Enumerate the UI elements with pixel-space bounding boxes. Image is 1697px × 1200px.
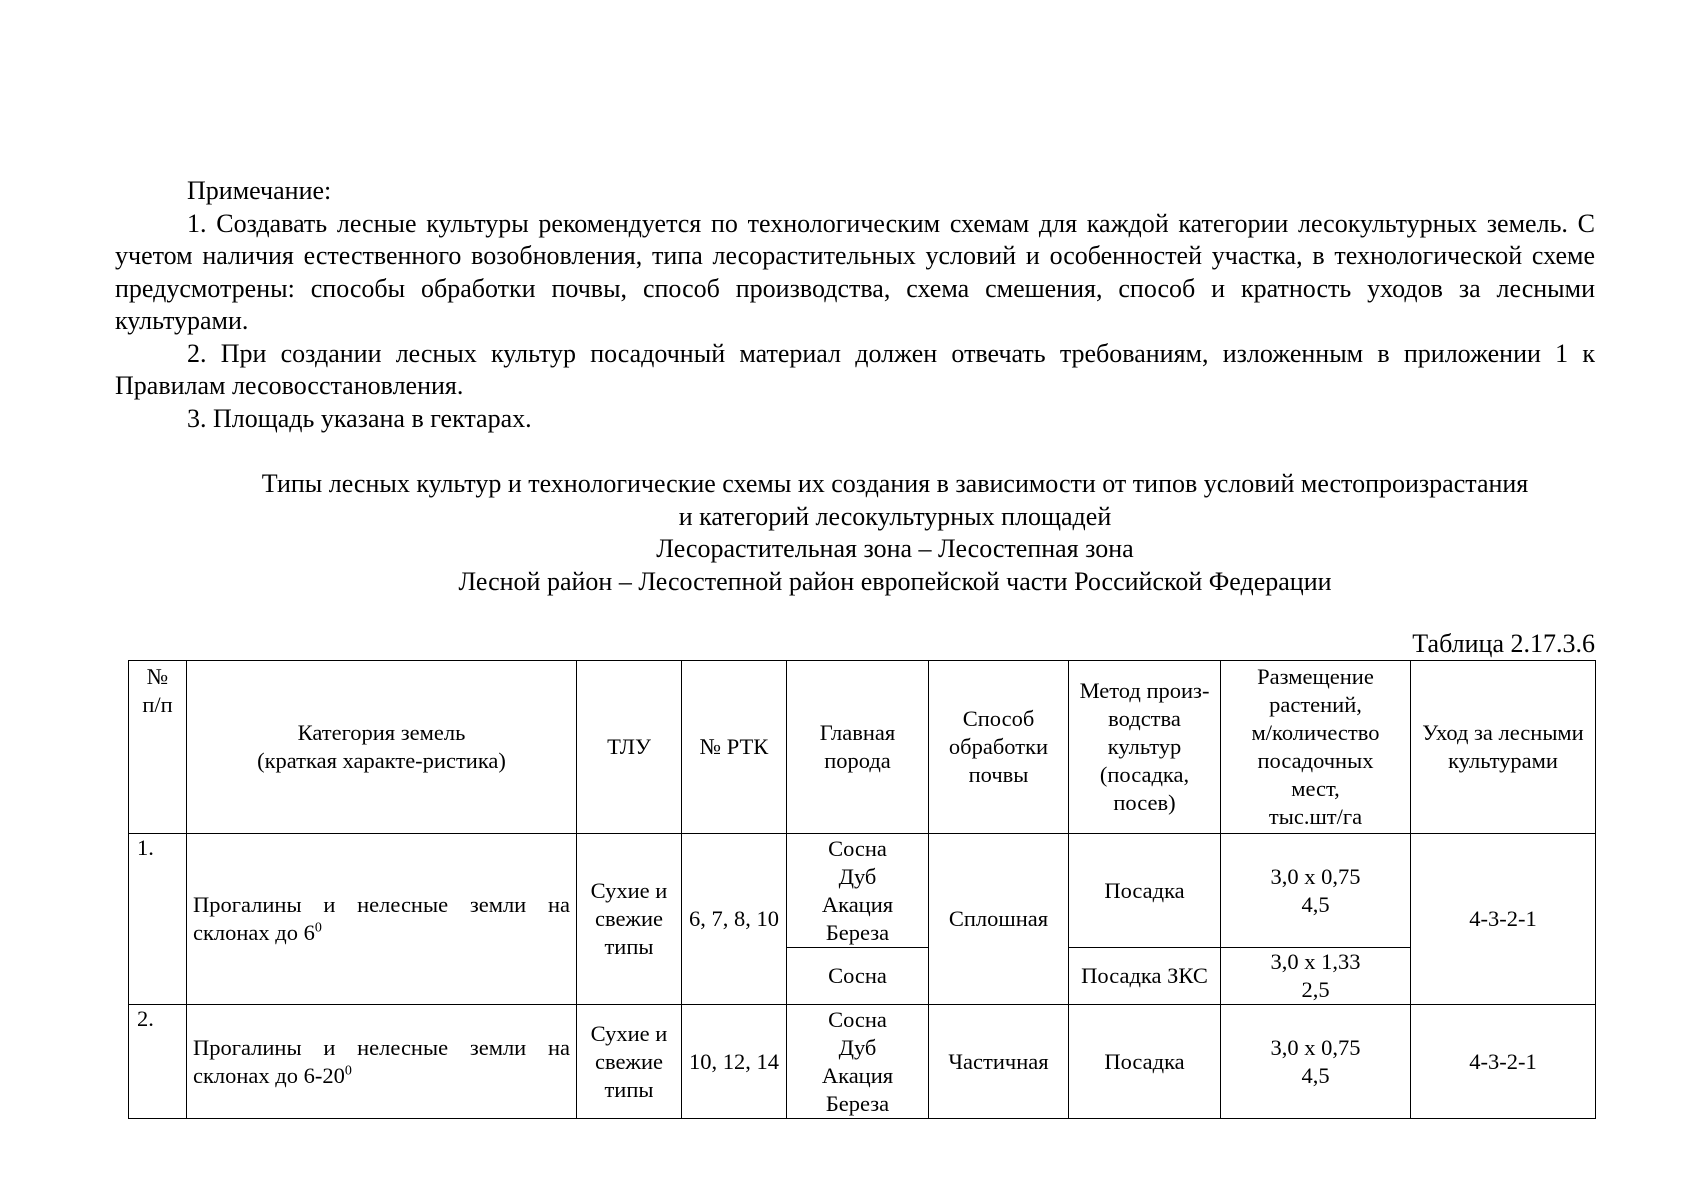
row-2-method: Посадка xyxy=(1069,1005,1221,1119)
header-placement-line: мест, xyxy=(1291,776,1340,801)
placement-line: 3,0 х 0,75 xyxy=(1270,863,1361,889)
row-2-category xyxy=(187,1005,577,1119)
placement-line: 4,5 xyxy=(1301,1062,1330,1088)
forest-cultures-table xyxy=(128,660,1596,1119)
header-species-line: Главная xyxy=(819,720,896,745)
header-category-line: (краткая характе-ристика) xyxy=(257,748,506,773)
row-2-soil: Частичная xyxy=(929,1005,1069,1119)
header-placement-line: Размещение xyxy=(1257,664,1374,689)
row-1-tlu-line: Сухие и xyxy=(590,878,668,903)
note-item-2: 2. При создании лесных культур посадочный материал должен отвечать требованиям, изложенным в приложении 1 к Правилам лесовосстановления. xyxy=(115,338,1595,400)
header-species-line: порода xyxy=(824,748,891,773)
placement-line: 2,5 xyxy=(1301,977,1330,1002)
header-soil-line: почвы xyxy=(968,762,1029,787)
species-item: Акация xyxy=(821,891,894,917)
header-soil xyxy=(929,661,1069,834)
header-method-line: (посадка, xyxy=(1099,762,1190,787)
species-item: Акация xyxy=(821,1062,894,1088)
header-care-line: Уход за лесными xyxy=(1422,720,1584,745)
row-2-category-text: Прогалины и нелесные земли на склонах до 6-20 xyxy=(193,1034,570,1088)
row-2-care: 4-3-2-1 xyxy=(1411,1005,1596,1119)
row-1-category-text: Прогалины и нелесные земли на склонах до 6 xyxy=(193,892,570,945)
notes-section xyxy=(115,175,1595,435)
header-care-line: культурами xyxy=(1448,748,1558,773)
row-2-tlu-line: свежие xyxy=(594,1048,664,1074)
note-item-1: 1. Создавать лесные культуры рекомендуется по технологическим схемам для каждой категории лесокультурных земель. С учетом наличия естественного возобновления, типа лесорастительных условий и особенностей участка, в технологической схеме предусмотрены: способы обработки почвы, способ производства, схема смешения, способ и кратность уходов за лесными культурами. xyxy=(115,208,1595,335)
row-1-care: 4-3-2-1 xyxy=(1411,834,1596,1005)
header-placement-line: тыс.шт/га xyxy=(1268,804,1363,829)
row-1-method-b: Посадка ЗКС xyxy=(1069,948,1221,1005)
row-1-species-a xyxy=(787,834,929,948)
row-1-category-sup: 0 xyxy=(314,920,322,936)
row-1-tlu xyxy=(577,834,682,1005)
table-heading xyxy=(195,468,1595,598)
row-1-placement-b xyxy=(1221,948,1411,1005)
heading-line-3: Лесорастительная зона – Лесостепная зона xyxy=(656,534,1134,563)
table-row xyxy=(129,834,1596,948)
table-number: Таблица 2.17.3.6 xyxy=(1412,629,1595,658)
row-2-rtk: 10, 12, 14 xyxy=(682,1005,787,1119)
species-item: Дуб xyxy=(838,1034,877,1060)
header-method-line: посев) xyxy=(1113,790,1176,815)
header-method xyxy=(1069,661,1221,834)
row-1-placement-a xyxy=(1221,834,1411,948)
header-category-line: Категория земель xyxy=(297,720,466,745)
row-2-placement xyxy=(1221,1005,1411,1119)
header-care xyxy=(1411,661,1596,834)
row-2-tlu xyxy=(577,1005,682,1119)
header-num-line: п/п xyxy=(142,692,173,717)
placement-line: 3,0 х 1,33 xyxy=(1270,949,1361,974)
row-2-category-sup: 0 xyxy=(344,1063,352,1078)
header-soil-line: Способ xyxy=(962,706,1035,731)
table-row xyxy=(129,1005,1596,1119)
row-1-category xyxy=(187,834,577,1005)
header-num xyxy=(129,661,187,834)
header-rtk: № РТК xyxy=(682,661,787,834)
header-placement-line: посадочных xyxy=(1257,748,1374,773)
species-item: Дуб xyxy=(838,863,877,889)
species-item: Сосна xyxy=(828,835,887,861)
row-1-tlu-line: типы xyxy=(604,934,654,959)
header-soil-line: обработки xyxy=(948,734,1049,759)
species-item: Береза xyxy=(825,919,890,945)
header-num-line: № xyxy=(146,664,169,689)
header-tlu: ТЛУ xyxy=(577,661,682,834)
header-placement-line: м/количество xyxy=(1251,720,1380,745)
table-header-row xyxy=(129,661,1596,834)
header-placement-line: растений, xyxy=(1269,692,1362,717)
placement-line: 4,5 xyxy=(1301,891,1330,917)
row-2-tlu-line: Сухие и xyxy=(590,1020,668,1046)
row-1-soil: Сплошная xyxy=(929,834,1069,1005)
header-method-line: Метод произ- xyxy=(1079,678,1210,703)
header-method-line: культур xyxy=(1107,734,1182,759)
notes-title: Примечание: xyxy=(187,176,332,205)
row-2-num: 2. xyxy=(129,1005,187,1119)
species-item: Сосна xyxy=(828,1006,887,1032)
note-item-3: 3. Площадь указана в гектарах. xyxy=(187,403,532,433)
row-1-method-a: Посадка xyxy=(1069,834,1221,948)
placement-line: 3,0 х 0,75 xyxy=(1270,1034,1361,1060)
species-item: Береза xyxy=(825,1090,890,1116)
row-2-species xyxy=(787,1005,929,1119)
header-species xyxy=(787,661,929,834)
header-category xyxy=(187,661,577,834)
heading-line-1: Типы лесных культур и технологические схемы их создания в зависимости от типов условий местопроизрастания xyxy=(261,469,1529,498)
header-placement xyxy=(1221,661,1411,834)
row-1-tlu-line: свежие xyxy=(594,906,664,931)
heading-line-2: и категорий лесокультурных площадей xyxy=(678,501,1112,531)
row-2-tlu-line: типы xyxy=(604,1076,654,1102)
row-1-num: 1. xyxy=(129,834,187,1005)
header-method-line: водства xyxy=(1108,706,1181,731)
row-1-species-b: Сосна xyxy=(787,948,929,1005)
row-1-rtk: 6, 7, 8, 10 xyxy=(682,834,787,1005)
heading-line-4: Лесной район – Лесостепной район европейской части Российской Федерации xyxy=(458,566,1332,596)
